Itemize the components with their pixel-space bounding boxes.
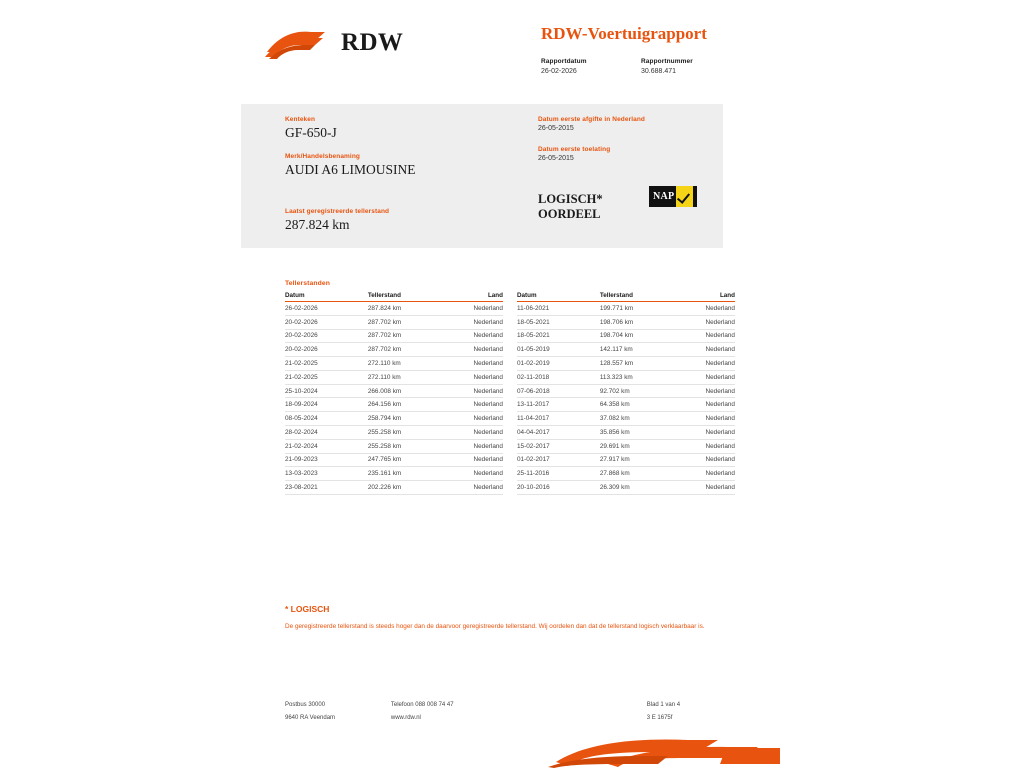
cell-tellerstand: 26.309 km bbox=[600, 481, 661, 495]
cell-tellerstand: 287.702 km bbox=[368, 315, 429, 329]
rdw-swoosh-logo-icon bbox=[265, 26, 331, 60]
cell-datum: 25-10-2024 bbox=[285, 384, 368, 398]
cell-datum: 18-05-2021 bbox=[517, 315, 600, 329]
footer-address-line2: 9640 RA Veendam bbox=[285, 715, 336, 721]
make-model-label: Merk/Handelsbenaming bbox=[285, 153, 360, 160]
odometer-table-right bbox=[517, 292, 735, 495]
page-title: RDW-Voertuigrapport bbox=[541, 24, 707, 43]
cell-datum: 28-02-2024 bbox=[285, 426, 368, 440]
rdw-logo-text: RDW bbox=[341, 29, 404, 56]
odometer-section bbox=[285, 280, 735, 495]
cell-tellerstand: 64.358 km bbox=[600, 398, 661, 412]
cell-land: Nederland bbox=[429, 398, 503, 412]
footnote-body: De geregistreerde tellerstand is steeds hoger dan de daarvoor geregistreerde tellerstand. Wij oordelen dan dat de tellerstand logisch verklaarbaar is. bbox=[285, 623, 705, 630]
footer-page-number: Blad 1 van 4 bbox=[646, 702, 681, 708]
vehicle-summary-left bbox=[285, 116, 515, 245]
first-issue-nl-value: 26-05-2015 bbox=[538, 125, 574, 132]
cell-tellerstand: 272.110 km bbox=[368, 357, 429, 371]
cell-land: Nederland bbox=[661, 302, 735, 316]
cell-datum: 11-04-2017 bbox=[517, 412, 600, 426]
odometer-left-body bbox=[285, 302, 503, 495]
cell-datum: 21-09-2023 bbox=[285, 453, 368, 467]
table-row bbox=[517, 426, 735, 440]
nap-badge-label: NAP bbox=[653, 191, 675, 202]
column-header-datum: Datum bbox=[517, 292, 600, 302]
odometer-section-title: Tellerstanden bbox=[285, 280, 330, 287]
cell-datum: 20-02-2026 bbox=[285, 343, 368, 357]
cell-datum: 08-05-2024 bbox=[285, 412, 368, 426]
cell-tellerstand: 255.258 km bbox=[368, 439, 429, 453]
judgement-line-1: LOGISCH* bbox=[538, 192, 603, 206]
rdw-footer-graphic-icon bbox=[548, 738, 788, 768]
first-admission-label: Datum eerste toelating bbox=[538, 146, 611, 153]
cell-tellerstand: 287.702 km bbox=[368, 329, 429, 343]
cell-datum: 07-06-2018 bbox=[517, 384, 600, 398]
table-header-row bbox=[517, 292, 735, 302]
cell-tellerstand: 35.856 km bbox=[600, 426, 661, 440]
table-row bbox=[285, 398, 503, 412]
cell-tellerstand: 142.117 km bbox=[600, 343, 661, 357]
cell-datum: 04-04-2017 bbox=[517, 426, 600, 440]
table-row bbox=[285, 426, 503, 440]
first-issue-nl-label: Datum eerste afgifte in Nederland bbox=[538, 116, 645, 123]
cell-tellerstand: 92.702 km bbox=[600, 384, 661, 398]
table-row bbox=[285, 467, 503, 481]
cell-land: Nederland bbox=[661, 453, 735, 467]
rdw-logo bbox=[265, 18, 465, 68]
column-header-land: Land bbox=[429, 292, 503, 302]
table-row bbox=[285, 357, 503, 371]
cell-tellerstand: 199.771 km bbox=[600, 302, 661, 316]
table-row bbox=[517, 370, 735, 384]
footer-website[interactable]: www.rdw.nl bbox=[390, 715, 421, 721]
report-number-label: Rapportnummer bbox=[641, 58, 693, 65]
odometer-right-body bbox=[517, 302, 735, 495]
table-row bbox=[517, 357, 735, 371]
column-header-land: Land bbox=[661, 292, 735, 302]
column-header-tellerstand: Tellerstand bbox=[600, 292, 661, 302]
footnote-title: * LOGISCH bbox=[285, 604, 330, 614]
footnote-block bbox=[285, 604, 715, 632]
cell-tellerstand: 113.323 km bbox=[600, 370, 661, 384]
footer-form-code: 3 E 1675f bbox=[646, 715, 673, 721]
cell-tellerstand: 198.706 km bbox=[600, 315, 661, 329]
cell-land: Nederland bbox=[429, 302, 503, 316]
cell-land: Nederland bbox=[661, 412, 735, 426]
cell-tellerstand: 287.702 km bbox=[368, 343, 429, 357]
footer-row-2 bbox=[285, 715, 735, 721]
nap-badge bbox=[649, 186, 697, 207]
report-number-value: 30.688.471 bbox=[641, 68, 677, 75]
cell-land: Nederland bbox=[661, 343, 735, 357]
cell-datum: 13-03-2023 bbox=[285, 467, 368, 481]
table-row bbox=[285, 453, 503, 467]
cell-land: Nederland bbox=[661, 481, 735, 495]
cell-tellerstand: 287.824 km bbox=[368, 302, 429, 316]
vehicle-summary-right bbox=[538, 116, 718, 176]
table-row bbox=[285, 315, 503, 329]
footer-phone: Telefoon 088 008 74 47 bbox=[390, 702, 454, 708]
table-row bbox=[285, 439, 503, 453]
report-date-field bbox=[541, 58, 641, 75]
table-row bbox=[285, 370, 503, 384]
cell-land: Nederland bbox=[661, 370, 735, 384]
table-row bbox=[285, 329, 503, 343]
cell-tellerstand: 247.765 km bbox=[368, 453, 429, 467]
check-icon bbox=[676, 186, 693, 207]
cell-datum: 20-10-2016 bbox=[517, 481, 600, 495]
cell-land: Nederland bbox=[661, 426, 735, 440]
cell-land: Nederland bbox=[429, 384, 503, 398]
cell-tellerstand: 258.794 km bbox=[368, 412, 429, 426]
make-model-value: AUDI A6 LIMOUSINE bbox=[285, 162, 416, 177]
licence-plate-field bbox=[285, 116, 515, 141]
cell-tellerstand: 264.156 km bbox=[368, 398, 429, 412]
cell-datum: 21-02-2025 bbox=[285, 357, 368, 371]
document-header bbox=[0, 0, 1024, 100]
table-row bbox=[517, 467, 735, 481]
last-odometer-label: Laatst geregistreerde tellerstand bbox=[285, 208, 390, 215]
table-row bbox=[517, 302, 735, 316]
licence-plate-value: GF-650-J bbox=[285, 125, 337, 140]
cell-datum: 13-11-2017 bbox=[517, 398, 600, 412]
report-date-value: 26-02-2026 bbox=[541, 68, 577, 75]
cell-land: Nederland bbox=[661, 398, 735, 412]
cell-land: Nederland bbox=[661, 329, 735, 343]
cell-land: Nederland bbox=[429, 453, 503, 467]
cell-tellerstand: 235.161 km bbox=[368, 467, 429, 481]
first-issue-nl-field bbox=[538, 116, 718, 132]
make-model-field bbox=[285, 153, 515, 178]
report-meta bbox=[541, 58, 741, 75]
cell-datum: 11-06-2021 bbox=[517, 302, 600, 316]
judgement-line-2: OORDEEL bbox=[538, 207, 601, 222]
table-row bbox=[517, 384, 735, 398]
last-odometer-value: 287.824 km bbox=[285, 217, 350, 232]
table-row bbox=[285, 384, 503, 398]
cell-land: Nederland bbox=[661, 384, 735, 398]
cell-datum: 21-02-2025 bbox=[285, 370, 368, 384]
last-odometer-field bbox=[285, 208, 515, 233]
licence-plate-label: Kenteken bbox=[285, 116, 316, 123]
cell-tellerstand: 37.082 km bbox=[600, 412, 661, 426]
report-date-label: Rapportdatum bbox=[541, 58, 587, 65]
cell-land: Nederland bbox=[429, 343, 503, 357]
judgement-text bbox=[538, 192, 603, 223]
table-row bbox=[517, 453, 735, 467]
first-admission-field bbox=[538, 146, 718, 162]
vehicle-summary-panel bbox=[241, 104, 723, 248]
column-header-datum: Datum bbox=[285, 292, 368, 302]
cell-tellerstand: 27.917 km bbox=[600, 453, 661, 467]
table-row bbox=[285, 302, 503, 316]
cell-tellerstand: 198.704 km bbox=[600, 329, 661, 343]
table-row bbox=[285, 412, 503, 426]
footer-row-1 bbox=[285, 702, 735, 708]
cell-datum: 15-02-2017 bbox=[517, 439, 600, 453]
table-row bbox=[285, 343, 503, 357]
cell-datum: 01-05-2019 bbox=[517, 343, 600, 357]
table-row bbox=[517, 315, 735, 329]
cell-land: Nederland bbox=[429, 329, 503, 343]
odometer-tables bbox=[285, 292, 735, 495]
cell-land: Nederland bbox=[661, 357, 735, 371]
cell-datum: 01-02-2017 bbox=[517, 453, 600, 467]
footer-address-line1: Postbus 30000 bbox=[285, 702, 326, 708]
cell-land: Nederland bbox=[429, 412, 503, 426]
table-row bbox=[517, 329, 735, 343]
cell-land: Nederland bbox=[429, 467, 503, 481]
cell-tellerstand: 202.226 km bbox=[368, 481, 429, 495]
cell-tellerstand: 272.110 km bbox=[368, 370, 429, 384]
cell-land: Nederland bbox=[661, 315, 735, 329]
cell-land: Nederland bbox=[429, 481, 503, 495]
cell-tellerstand: 255.258 km bbox=[368, 426, 429, 440]
cell-datum: 01-02-2019 bbox=[517, 357, 600, 371]
cell-tellerstand: 128.557 km bbox=[600, 357, 661, 371]
cell-datum: 21-02-2024 bbox=[285, 439, 368, 453]
cell-datum: 20-02-2026 bbox=[285, 315, 368, 329]
cell-datum: 18-09-2024 bbox=[285, 398, 368, 412]
table-row bbox=[517, 343, 735, 357]
cell-tellerstand: 27.868 km bbox=[600, 467, 661, 481]
cell-datum: 25-11-2016 bbox=[517, 467, 600, 481]
cell-tellerstand: 266.008 km bbox=[368, 384, 429, 398]
cell-land: Nederland bbox=[429, 426, 503, 440]
table-row bbox=[517, 481, 735, 495]
cell-land: Nederland bbox=[429, 357, 503, 371]
cell-land: Nederland bbox=[661, 467, 735, 481]
odometer-table-left bbox=[285, 292, 503, 495]
table-row bbox=[517, 398, 735, 412]
cell-datum: 26-02-2026 bbox=[285, 302, 368, 316]
cell-datum: 18-05-2021 bbox=[517, 329, 600, 343]
document-footer bbox=[285, 702, 735, 728]
cell-tellerstand: 29.691 km bbox=[600, 439, 661, 453]
first-admission-value: 26-05-2015 bbox=[538, 155, 574, 162]
table-row bbox=[517, 439, 735, 453]
column-header-tellerstand: Tellerstand bbox=[368, 292, 429, 302]
report-number-field bbox=[641, 58, 741, 75]
cell-land: Nederland bbox=[429, 439, 503, 453]
cell-land: Nederland bbox=[429, 370, 503, 384]
table-row bbox=[285, 481, 503, 495]
cell-land: Nederland bbox=[429, 315, 503, 329]
cell-datum: 23-08-2021 bbox=[285, 481, 368, 495]
cell-datum: 02-11-2018 bbox=[517, 370, 600, 384]
cell-datum: 20-02-2026 bbox=[285, 329, 368, 343]
table-header-row bbox=[285, 292, 503, 302]
table-row bbox=[517, 412, 735, 426]
cell-land: Nederland bbox=[661, 439, 735, 453]
